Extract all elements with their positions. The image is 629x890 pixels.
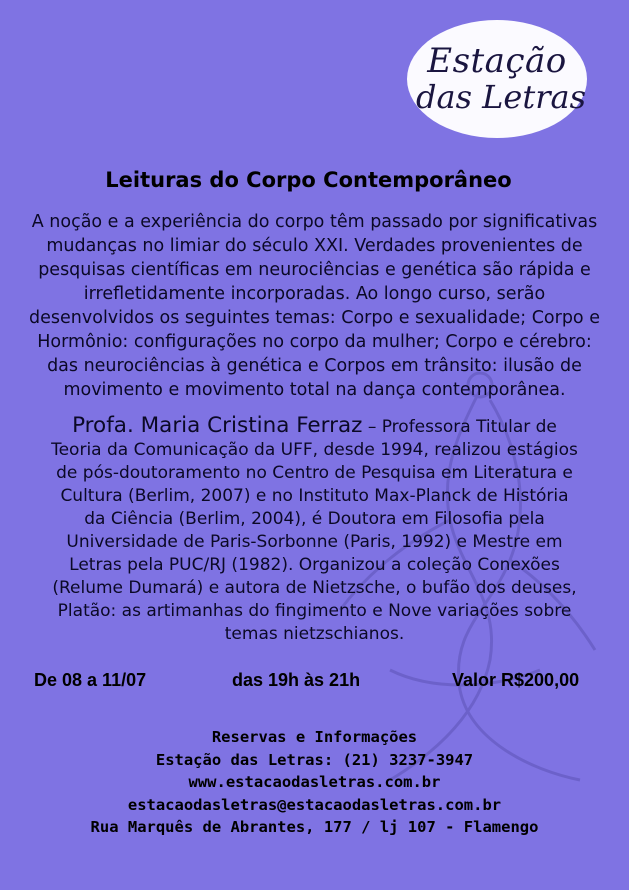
bio-line: de pós-doutoramento no Centro de Pesquisa em Literatura e [56, 463, 573, 483]
instructor-bio [30, 414, 599, 646]
description-line: A noção e a experiência do corpo têm passado por significativas [31, 212, 598, 232]
bio-line: Teoria da Comunicação da UFF, desde 1994, realizou estágios [51, 440, 578, 460]
bio-line: Cultura (Berlim, 2007) e no Instituto Max-Planck de História [60, 486, 569, 506]
course-price: Valor R$200,00 [452, 670, 580, 690]
description-line: desenvolvidos os seguintes temas: Corpo e sexualidade; Corpo e [29, 308, 600, 328]
contact-website: www.estacaodasletras.com.br [188, 773, 441, 791]
course-dates: De 08 a 11/07 [34, 670, 147, 690]
course-title [0, 168, 629, 192]
contact-phone: Estação das Letras: (21) 3237-3947 [155, 750, 474, 769]
description-line: pesquisas científicas em neurociências e genética são rápida e [38, 260, 591, 280]
description-line: das neurociências à genética e Corpos em trânsito: ilusão de [47, 356, 582, 376]
course-info-row [0, 670, 629, 694]
estacao-das-letras-logo [407, 20, 587, 138]
description-line: mudanças no limiar do século XXI. Verdades provenientes de [46, 236, 583, 256]
bio-line: temas nietzschianos. [224, 624, 405, 644]
description-line: Hormônio: configurações no corpo da mulher; Corpo e cérebro: [37, 332, 592, 352]
contact-heading: Reservas e Informações [211, 728, 418, 746]
bio-line [30, 414, 599, 439]
course-time: das 19h às 21h [232, 670, 361, 690]
bio-line: Platão: as artimanhas do fingimento e Nove variações sobre [57, 601, 572, 621]
contact-address: Rua Marquês de Abrantes, 177 / lj 107 - Flamengo [90, 818, 539, 836]
bio-line: Universidade de Paris-Sorbonne (Paris, 1992) e Mestre em [66, 532, 563, 552]
contact-email: estacaodasletras@estacaodasletras.com.br [127, 795, 502, 814]
course-description [28, 210, 601, 402]
bio-first-line-rest: – Professora Titular de [362, 417, 557, 437]
description-line: irrefletidamente incorporadas. Ao longo curso, serão [83, 284, 546, 304]
description-line: movimento e movimento total na dança contemporânea. [63, 380, 566, 400]
bio-line: Letras pela PUC/RJ (1982). Organizou a coleção Conexões [69, 555, 560, 575]
contact-block [0, 726, 629, 839]
logo-line-1: Estação [427, 41, 567, 81]
bio-line: (Relume Dumará) e autora de Nietzsche, o bufão dos deuses, [52, 578, 577, 598]
course-title-text: Leituras do Corpo Contemporâneo [105, 168, 512, 192]
logo-line-2: das Letras [416, 78, 586, 116]
instructor-name: Profa. Maria Cristina Ferraz [72, 413, 363, 438]
bio-line: da Ciência (Berlim, 2004), é Doutora em Filosofia pela [84, 509, 545, 529]
